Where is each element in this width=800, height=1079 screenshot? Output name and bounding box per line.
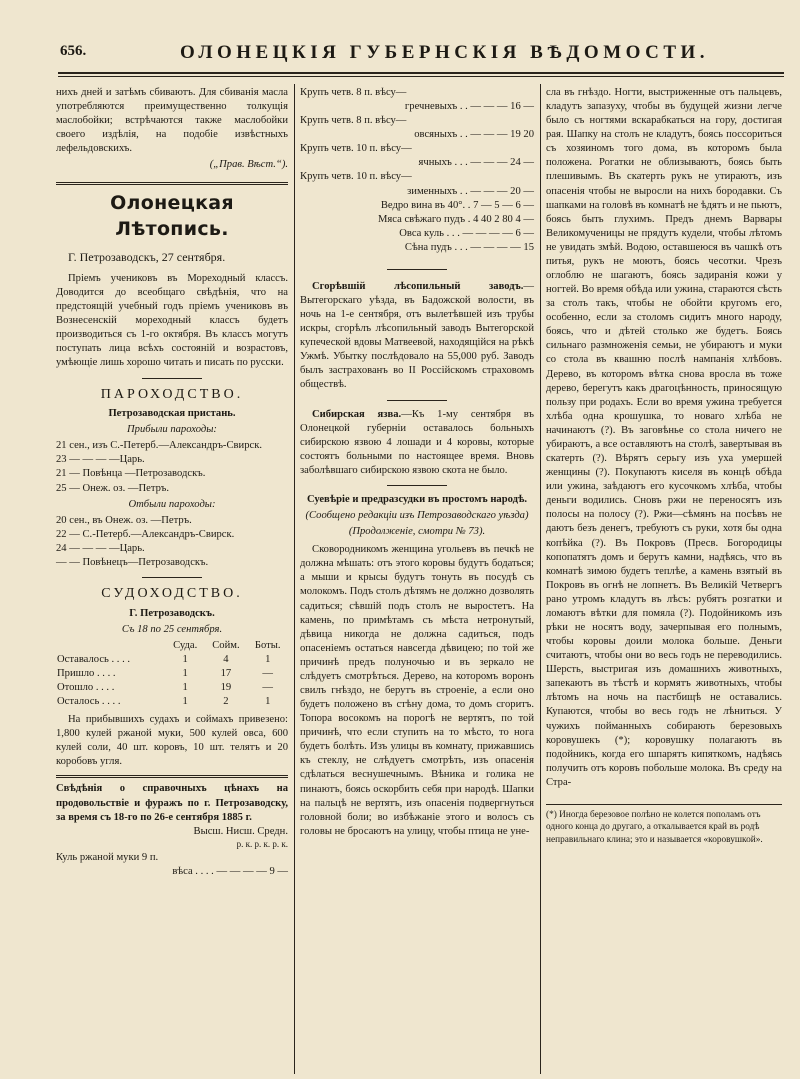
header-rule [58, 72, 784, 74]
continued-paragraph: нихъ дней и затѣмъ сбиваютъ. Для сбиванія масла употребляются преимущественно толкущія маслобойки; встрѣчаются также маслобойки своего издѣлія, на подобіе извѣстныхъ лефельдовскихъ. [56, 87, 288, 155]
table-cell: 1 [265, 696, 271, 708]
table-header-cell: Сойм. [212, 639, 240, 651]
arrived-row: 25 — Онеж. оз. —Петръ. [56, 482, 170, 494]
prices-row: Мяса свѣжаго пудъ . 4 40 2 80 4 — [377, 213, 534, 225]
header-rule-thin [58, 76, 784, 77]
arrived-row: 21 — Повѣнца —Петрозаводскъ. [56, 468, 206, 480]
footnote: (*) Иногда березовое полѣно не колется пополамъ отъ одного конца до другаго, а откалывается край въ родѣ неправильнаго клина; это и называется «коровушкой». [546, 804, 782, 846]
column-divider-1 [294, 84, 295, 1074]
arrived-title: Прибыли пароходы: [127, 424, 217, 436]
vessels-title: СУДОХОДСТВО. [101, 585, 243, 601]
pier-title: Петрозаводская пристань. [108, 408, 236, 420]
table-cell: Пришло . . . . [57, 667, 116, 679]
section-rule [56, 775, 288, 778]
prices-row: гречневыхъ . . — — — 16 — [404, 101, 534, 113]
table-cell: 17 [220, 667, 232, 679]
plague-title: Сибирская язва. [312, 408, 402, 420]
prices-subheader: р. к. р. к. р. к. [236, 838, 288, 849]
plague-paragraph: —Къ 1-му сентября въ Олонецкой губерніи оставалось больныхъ сибирскою язвою 4 лошади и 4 коровы, которые состоятъ больными по настоящее время. Вновь заболѣвшаго сибирскою язвою скота не было. [300, 408, 535, 476]
continuation-note: (Продолженіе, смотри № 73). [348, 526, 486, 538]
column-2 [300, 86, 534, 839]
column-divider-2 [540, 84, 541, 1074]
prices-row: Ведро вина въ 40°. . 7 — 5 — 6 — [380, 199, 534, 211]
prices-row: вѣса . . . . — — — — 9 — [172, 865, 288, 877]
prices-title: Свѣдѣнія о справочныхъ цѣнахъ на продовольствіе и фуражъ по г. Петрозаводску, за время съ 18-го по 26-е сентября 1885 г. [56, 783, 288, 823]
table-header-cell [56, 639, 166, 653]
prices-header: Высш. Нисш. Средн. [193, 825, 288, 837]
school-admission-notice: Пріемъ учениковъ въ Мореходный классъ. Доводится до всеобщаго свѣдѣнія, что на предстоящій учебный годъ пріемъ учениковъ въ Вознесенскій мореходный классъ будетъ производиться съ 1-го октября. Въ классъ могутъ поступать лица всѣхъ состояній и возрастовъ, умѣющіе лишь хорошо читать и писать по русски. [56, 272, 288, 369]
table-cell: 1 [265, 653, 271, 665]
departed-row: 22 — С.-Петерб.—Александръ-Свирск. [56, 528, 235, 540]
departed-row: 20 сен., въ Онеж. оз. —Петръ. [56, 514, 192, 526]
separator [387, 400, 447, 401]
prices-row: ячныхъ . . . — — — 24 — [418, 157, 534, 169]
vessels-period: Съ 18 по 25 сентября. [121, 623, 223, 635]
separator [142, 378, 202, 379]
superstition-paragraph: Сковородникомъ женщина угольевъ въ печкѣ не должна мѣшать: отъ этого коровы будутъ бодаться; а мыши и крысы будутъ тонуть въ посудѣ съ молокомъ. Подъ столъ дѣтямъ не должно дозволять садиться; сѣвшій подъ столъ не выростетъ. На камень, по примѣтамъ съ мѣста нетронутый, дѣвица никогда не должна садиться, подъ опасеніемъ остаться навсегда дѣвицею; по той же причинѣ предъ полуночью и въ зеркало не слѣдуетъ смотрѣться. Дерево, на которомъ воронъ свилъ гнѣздо, не берутъ въ строеніе, а если оно будетъ положено въ стѣну дома, то домъ сгоритъ. Топора восокомъ на порогѣ не вертятъ, по той причинѣ, что если ступить на то мѣсто, то нога будетъ болѣть. Изъ улицы въ комнату, прижавшись къ стеклу, не слѣдуетъ смотрѣть, изъ опасенія сдѣлаться веснушечнымъ. Вѣника и голика не пинаютъ, боясь оскорбить себя при народѣ. Шапки на пальцѣ не вертятъ, изъ опасенія подвергнуться головной боли; во избѣжаніе этого и волосъ съ головы не бросаютъ на улицу, чтобы птица не уне- [300, 544, 534, 837]
superstition-continued: сла въ гнѣздо. Ногти, выстриженные отъ пальцевъ, кладутъ запазуху, чтобы въ будущей жизни легче было съ ногтями вскарабкаться на гору, достигая рая. Шапку на столъ не кладутъ, боясь поссориться съ хозяиномъ того дома, въ которомъ была положена. Рогатки не облизываютъ, боясь быть плешивымъ. Въ скатерть рукъ не утираютъ, изъ опасенія чтобы не выросли на нихъ бородавки. Съ шапками на головѣ въ комнатѣ не ѣдятъ и не пьютъ, боясь быть глухимъ. Предъ днемъ Варвары Великомученицы не прядутъ кудели, чтобы лѣтомъ не увидать змѣй. Водою, оставшеюся въ чашкѣ отъ питья, рукъ не моютъ, боясь чесотки. Чрезъ оглоблю не шагаютъ, боясь задиранія кожи у ногтей. Во время обѣда или ужина, стараются сѣсть за столъ такъ, чтобы не обойти кругомъ его, особенно, если за столомъ сидитъ много народу, боясь, что и дѣтей столько же будетъ. Боясь сильнаго размноженія семьи, не убираютъ и муки со стола въ квашню послѣ нампанія хлѣбовъ. Дерево, въ которомъ вѣтка снова вросла въ тоже дерево, берегутъ какъ драгоцѣнность, приносящую пользу при родахъ. Если во время ужина требуется хлѣба одна крошушка, то новаго хлѣба не начинаютъ (?). Въ заговѣнье со стола ничего не убираютъ, а все оставляютъ на столѣ, завертывая въ скатерть (?). Вѣрятъ серьгу изъ уха умершей женщины (?). Покупаютъ киселя въ концѣ обѣда или ужина, заѣдаютъ его кусочкомъ хлѣба, чтобы деньги водились. Сновъ ржи не переносятъ изъ полосы на полосу (?). Ржи—сѣмянъ на посѣвъ не даютъ безъ денегъ, требуютъ съ руки, хотя бы одна копѣйка (?). Въ Покровъ (Пресв. Богородицы копопатятъ домъ и берутъ камни, надѣясь, что въ комнатѣ зимою будетъ теплѣе, а камень взятый въ Покровъ въ огнѣ не лопнетъ. Въ Великій Четвергъ рано утромъ кладутъ въ лѣсъ: рубятъ розгатки и ломаютъ вѣтки для помяла (?). Подойникомъ изъ рѣки не носятъ воду, зачерпывая его полнымъ, чтобы коровы доили молока больше. Деньги считаютъ, чтобы они во весь годъ не переводились. Шерсть, выстригая изъ домашнихъ животныхъ, запекаютъ въ тѣстѣ и кормятъ животныхъ, чтобы лѣтомъ на ночь на пастбищѣ не оставались. Купаются, чтобы во весь годъ не лѣниться. У чужихъ пойманныхъ собирають березовыхъ коровушекъ (*); коровушку полагаютъ въ подойникъ, когда его шпарятъ кипяткомъ, надѣясь получить отъ коровъ побольше молока. Въ среду на Стра- [546, 87, 782, 788]
table-row [56, 695, 288, 709]
table-header-row [56, 639, 288, 653]
table-cell: Осталось . . . . [57, 696, 121, 708]
prices-row: овсяныхъ . . — — — 19 20 [414, 129, 534, 141]
table-cell: Отошло . . . . [57, 681, 115, 693]
page-number: 656. [60, 43, 87, 59]
arrived-row: 21 сен., изъ С.-Петерб.—Александръ-Свирск. [56, 440, 262, 452]
table-cell: Оставалось . . . . [57, 653, 131, 665]
table-cell: 1 [182, 696, 188, 708]
column-3 [546, 86, 782, 846]
departed-row: — — Повѣнецъ—Петрозаводскъ. [56, 556, 209, 568]
superstition-title: Суевѣріе и предразсудки въ простомъ народѣ. [307, 493, 527, 505]
separator [142, 577, 202, 578]
separator [387, 485, 447, 486]
arrived-row: 23 — — — —Царь. [56, 454, 145, 466]
table-cell: 19 [220, 681, 232, 693]
table-header-cell: Суда. [173, 639, 198, 651]
table-row [56, 653, 288, 667]
superstition-note: (Сообщено редакціи изъ Петрозаводскаго уѣзда) [305, 510, 529, 522]
prices-row: зименныхъ . . — — — 20 — [407, 185, 534, 197]
table-row [56, 681, 288, 695]
cargo-paragraph: На прибывшихъ судахъ и соймахъ привезено: 1,800 кулей ржаной муки, 500 кулей овса, 600 кулей соли, 40 шт. коровъ, 10 шт. телятъ и 20 коробовъ угля. [56, 714, 288, 768]
chronicle-date: Г. Петрозаводскъ, 27 сентября. [68, 250, 226, 264]
prices-row: Куль ржаной муки 9 п. [56, 851, 159, 863]
prices-row: Крупъ четв. 10 п. вѣсу— [300, 143, 412, 155]
source-signature: („Прав. Вѣст.“). [209, 159, 288, 171]
column-1 [56, 86, 288, 879]
departed-row: 24 — — — —Царь. [56, 542, 145, 554]
table-cell: 1 [182, 681, 188, 693]
separator [387, 269, 447, 270]
page-header [60, 38, 780, 64]
table-cell: 4 [223, 653, 229, 665]
prices-row: Овса куль . . . — — — — 6 — [399, 227, 534, 239]
fire-paragraph: —Вытегорскаго уѣзда, въ Бадожской волости, въ ночь на 1-е сентября, отъ вылетѣвшей изъ трубы искры, сгорѣлъ лѣсопильный заводъ Вытегорской купеческой вдовы Матвеевой, находящійся на рѣкѣ Ужмѣ. Убытку послѣдовало на 55,000 руб. Заводъ былъ застрахованъ во II Россійскомъ страховомъ обществѣ. [300, 280, 534, 391]
prices-row: Крупъ четв. 8 п. вѣсу— [300, 115, 407, 127]
table-cell: — [262, 681, 274, 693]
vessels-place: Г. Петрозаводскъ. [129, 607, 215, 619]
fire-title: Сгорѣвшій лѣсопильный заводъ. [312, 280, 524, 292]
table-cell: 2 [223, 696, 229, 708]
departed-title: Отбыли пароходы: [128, 498, 216, 510]
page-title: ОЛОНЕЦКІЯ ГУБЕРНСКІЯ ВѢДОМОСТИ. [180, 42, 710, 63]
table-cell: 1 [182, 653, 188, 665]
chronicle-title: Олонецкая Лѣтопись. [110, 192, 234, 240]
table-cell: — [262, 667, 274, 679]
prices-row: Сѣна пудъ . . . — — — — 15 [404, 241, 534, 253]
prices-row: Крупъ четв. 8 п. вѣсу— [300, 87, 407, 98]
shipping-title: ПАРОХОДСТВО. [100, 386, 244, 402]
table-row [56, 667, 288, 681]
table-header-cell: Боты. [254, 639, 281, 651]
vessels-table [56, 639, 288, 709]
section-rule [56, 182, 288, 185]
prices-row: Крупъ четв. 10 п. вѣсу— [300, 171, 412, 183]
table-cell: 1 [182, 667, 188, 679]
